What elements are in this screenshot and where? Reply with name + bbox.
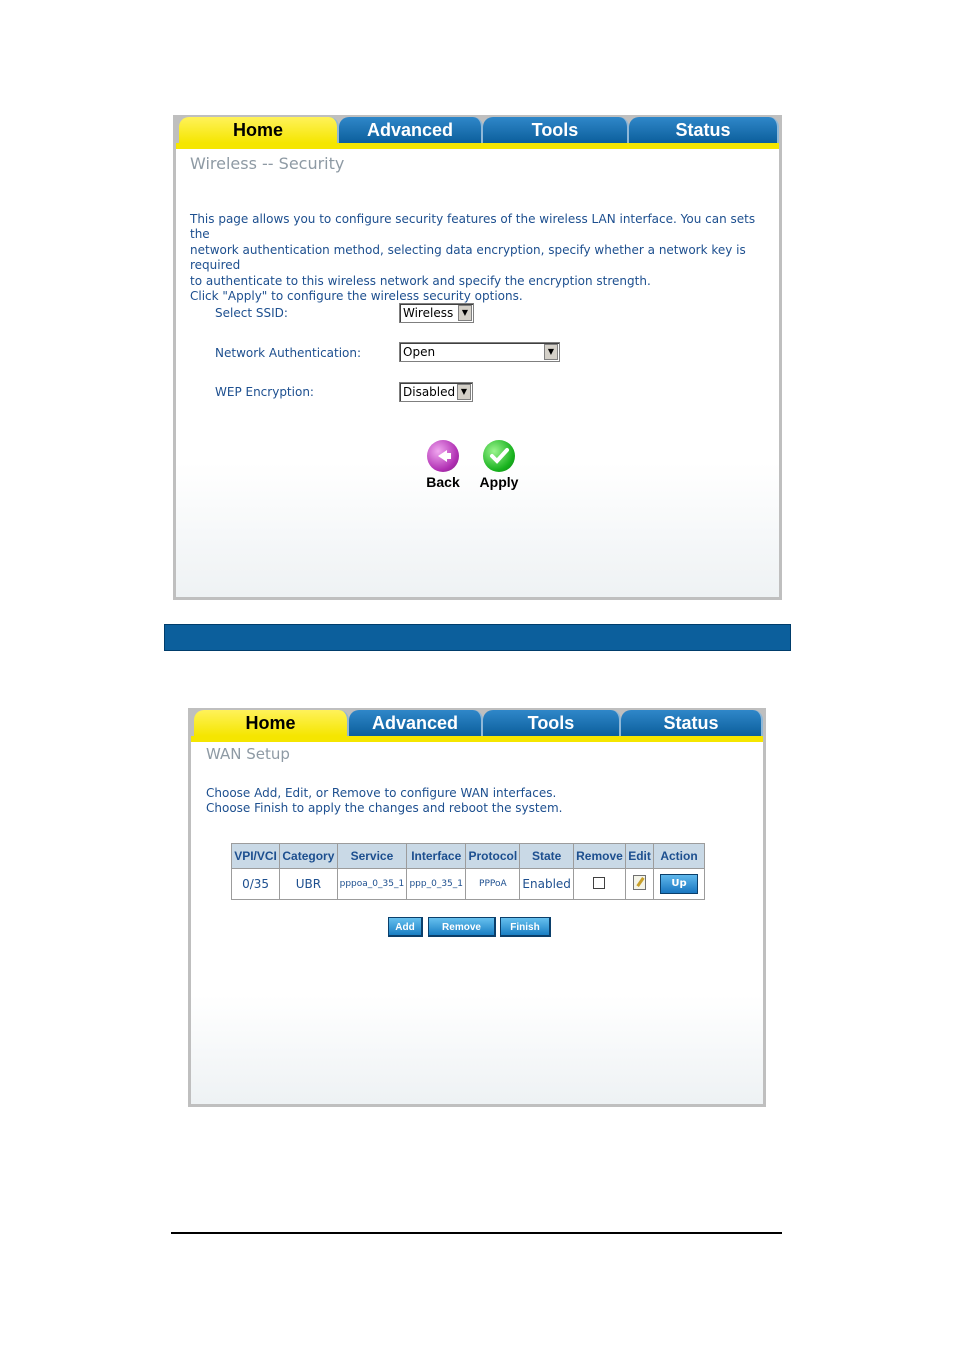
tab-tools[interactable]: Tools bbox=[483, 117, 629, 143]
tab-advanced[interactable]: Advanced bbox=[349, 710, 483, 736]
ssid-label: Select SSID: bbox=[215, 306, 288, 320]
back-button[interactable] bbox=[418, 440, 468, 490]
page-description bbox=[190, 212, 775, 304]
tab-home[interactable]: Home bbox=[179, 117, 339, 143]
chevron-down-icon[interactable]: ▼ bbox=[457, 384, 471, 400]
description-line: Choose Finish to apply the changes and reboot the system. bbox=[206, 800, 563, 815]
description-line: to authenticate to this wireless network and specify the encryption strength. bbox=[190, 273, 651, 288]
wan-setup-panel bbox=[188, 708, 766, 1107]
checkmark-icon bbox=[483, 440, 515, 472]
wep-label: WEP Encryption: bbox=[215, 385, 314, 399]
col-service: Service bbox=[337, 844, 407, 869]
ssid-select[interactable] bbox=[399, 303, 474, 323]
col-action: Action bbox=[654, 844, 705, 869]
cell-vpivci: 0/35 bbox=[232, 869, 280, 900]
col-vpivci: VPI/VCI bbox=[232, 844, 280, 869]
add-button[interactable]: Add bbox=[388, 917, 423, 937]
page-description bbox=[206, 786, 756, 815]
col-interface: Interface bbox=[407, 844, 466, 869]
cell-category: UBR bbox=[280, 869, 338, 900]
table-row bbox=[232, 869, 705, 900]
cell-interface: ppp_0_35_1 bbox=[407, 869, 466, 900]
back-arrow-icon bbox=[427, 440, 459, 472]
nav-tabs bbox=[191, 708, 763, 738]
back-label: Back bbox=[426, 474, 460, 490]
cell-state: Enabled bbox=[520, 869, 574, 900]
tab-tools[interactable]: Tools bbox=[483, 710, 621, 736]
description-line: This page allows you to configure security features of the wireless LAN interface. You can sets the bbox=[190, 212, 756, 242]
remove-checkbox[interactable] bbox=[593, 877, 605, 889]
up-button[interactable]: Up bbox=[660, 874, 698, 894]
table-header-row bbox=[232, 844, 705, 869]
wep-select[interactable] bbox=[399, 382, 473, 402]
chevron-down-icon[interactable]: ▼ bbox=[458, 305, 472, 321]
ssid-select-value: Wireless bbox=[403, 306, 454, 320]
auth-select-value: Open bbox=[403, 345, 436, 359]
description-line: Click "Apply" to configure the wireless security options. bbox=[190, 289, 523, 304]
page-title: Wireless -- Security bbox=[190, 154, 345, 173]
tab-advanced[interactable]: Advanced bbox=[339, 117, 483, 143]
auth-label: Network Authentication: bbox=[215, 346, 362, 360]
edit-icon[interactable] bbox=[633, 875, 646, 890]
apply-button[interactable] bbox=[474, 440, 524, 490]
wan-table bbox=[231, 843, 705, 900]
tab-home[interactable]: Home bbox=[194, 710, 349, 736]
chevron-down-icon[interactable]: ▼ bbox=[544, 344, 558, 360]
col-remove: Remove bbox=[573, 844, 625, 869]
col-protocol: Protocol bbox=[466, 844, 520, 869]
col-edit: Edit bbox=[626, 844, 654, 869]
cell-action bbox=[654, 869, 705, 900]
cell-protocol: PPPoA bbox=[466, 869, 520, 900]
remove-button[interactable]: Remove bbox=[428, 917, 496, 937]
nav-tabs bbox=[176, 115, 779, 145]
wep-select-value: Disabled bbox=[403, 385, 456, 399]
section-divider-bar bbox=[164, 624, 791, 651]
finish-button[interactable]: Finish bbox=[500, 917, 551, 937]
cell-edit bbox=[626, 869, 654, 900]
description-line: network authentication method, selecting data encryption, specify whether a network key is required bbox=[190, 242, 746, 273]
page-title: WAN Setup bbox=[206, 745, 290, 763]
wireless-security-panel bbox=[173, 115, 782, 600]
col-category: Category bbox=[280, 844, 338, 869]
tab-status[interactable]: Status bbox=[621, 710, 763, 736]
cell-service: pppoa_0_35_1 bbox=[337, 869, 407, 900]
col-state: State bbox=[520, 844, 574, 869]
description-line: Choose Add, Edit, or Remove to configure WAN interfaces. bbox=[206, 786, 557, 800]
footer-rule bbox=[171, 1232, 782, 1234]
cell-remove bbox=[573, 869, 625, 900]
auth-select[interactable] bbox=[399, 342, 560, 362]
tab-status[interactable]: Status bbox=[629, 117, 779, 143]
apply-label: Apply bbox=[479, 474, 519, 490]
